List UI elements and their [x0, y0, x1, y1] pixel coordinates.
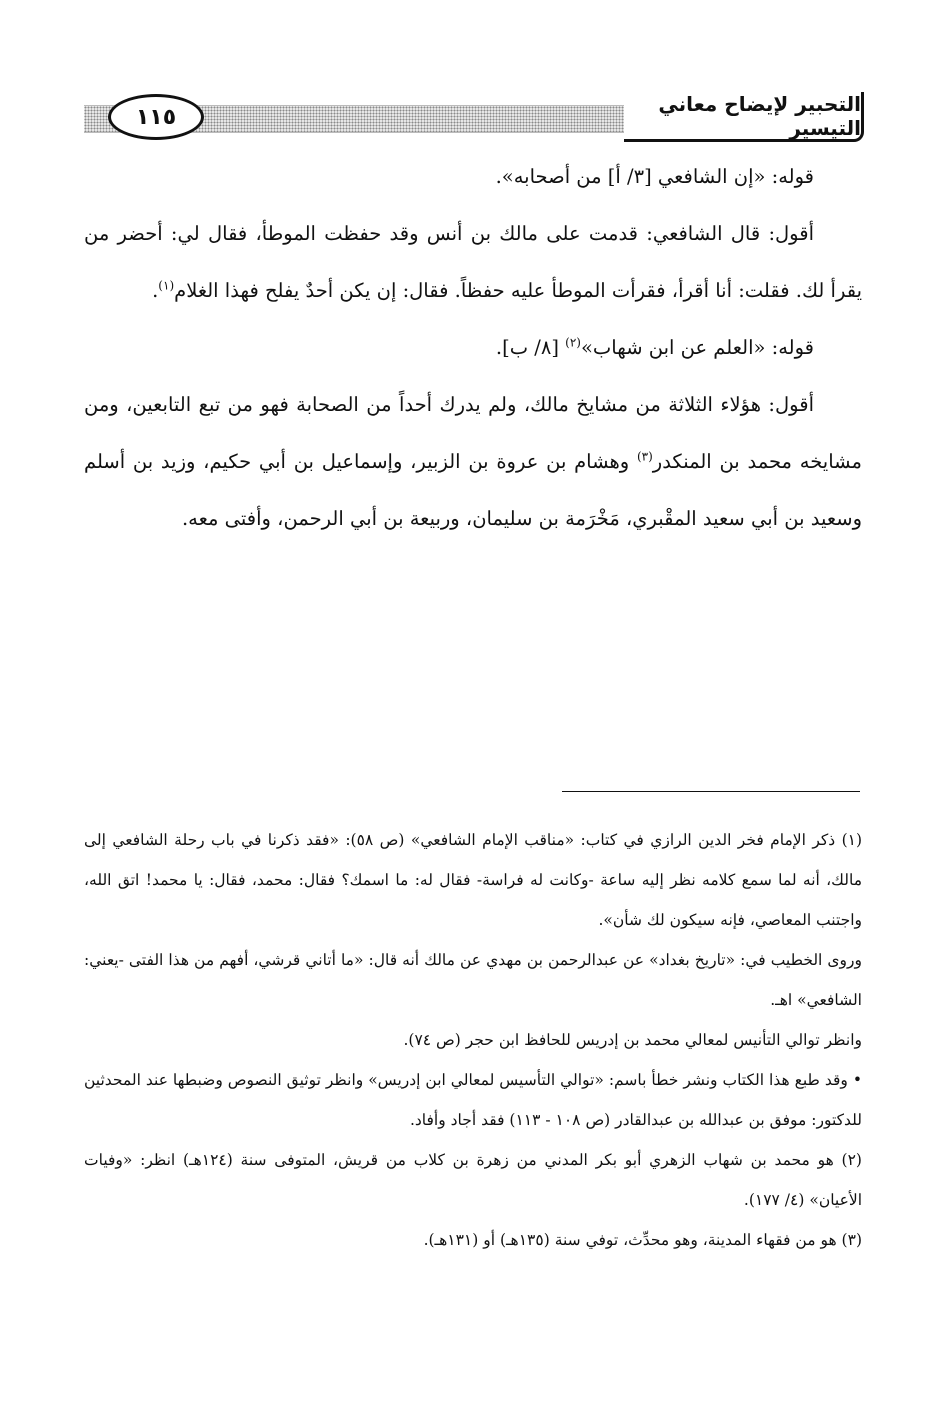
paragraph-comment-1 — [84, 205, 862, 319]
footnote-ref-2: (٢) — [565, 335, 581, 350]
page-number — [108, 94, 204, 140]
footnote-separator — [562, 791, 860, 792]
paragraph-comment-2-end: وهشام بن عروة بن الزبير، وإسماعيل بن أبي حكيم، وزيد بن أسلم وسعيد بن أبي سعيد المقْبري، مَخْرَمة بن سليمان، وربيعة بن أبي الرحمن، وأفتى معه. — [84, 450, 862, 530]
footnotes-section — [84, 820, 862, 1260]
footnote-1-note: • وقد طبع هذا الكتاب ونشر خطأ باسم: «توالي التأسيس لمعالي ابن إدريس» وانظر توثيق النصوص وضبطها عند المحدثين للدكتور: موفق بن عبدالله بن عبدالقادر (ص ١٠٨ - ١١٣) فقد أجاد وأفاد. — [84, 1071, 862, 1129]
footnote-1-continued: وروى الخطيب في: «تاريخ بغداد» عن عبدالرحمن بن مهدي عن مالك أنه قال: «ما أتاني قرشي، أفهم من هذا الفتى -يعني: الشافعي» اهـ. — [84, 951, 862, 1009]
paragraph-quote-2-end: [٨/ ب]. — [495, 336, 566, 359]
footnote-1-reference: وانظر توالي التأنيس لمعالي محمد بن إدريس للحافظ ابن حجر (ص ٧٤). — [403, 1031, 862, 1049]
page-number-text: ١١٥ — [135, 104, 177, 130]
main-text-body — [84, 148, 862, 547]
paragraph-quote-1 — [84, 148, 862, 205]
running-header — [84, 92, 864, 150]
paragraph-quote-2-text: قوله: «العلم عن ابن شهاب» — [580, 336, 814, 359]
book-title: التحبير لإيضاح معاني التيسير — [658, 91, 861, 140]
footnote-1: (١) ذكر الإمام فخر الدين الرازي في كتاب: «مناقب الإمام الشافعي» (ص ٥٨): «فقد ذكرنا في باب رحلة الشافعي إلى مالك، أنه لما سمع كلامه نظر إليه ساعة -وكانت له فراسة- فقال له: ما اسمك؟ فقال: محمد، فقال: يا محمد! اتق الله، واجتنب المعاصي، فإنه سيكون لك شأن». — [84, 831, 863, 929]
paragraph-quote-1-text: قوله: «إن الشافعي [٣/ أ] من أصحابه». — [495, 165, 814, 188]
footnote-ref-1: (١) — [158, 278, 175, 293]
footnote-2: (٢) هو محمد بن شهاب الزهري أبو بكر المدني من زهرة بن كلاب من قريش، المتوفى سنة (١٢٤هـ) انظر: «وفيات الأعيان» (٤/ ١٧٧). — [84, 1151, 862, 1209]
paragraph-comment-1-text: أقول: قال الشافعي: قدمت على مالك بن أنس وقد حفظت الموطأ، فقال لي: أحضر من يقرأ لك. فقلت: أنا أقرأ، فقرأت الموطأ عليه حفظاً. فقال: إن يكن أحدٌ يفلح فهذا الغلام — [84, 222, 862, 302]
paragraph-comment-2 — [84, 376, 862, 547]
book-title-box — [624, 92, 864, 142]
footnote-3: (٣) هو من فقهاء المدينة، وهو محدِّث، توفي سنة (١٣٥هـ) أو (١٣١هـ). — [423, 1231, 862, 1249]
paragraph-comment-2-text: أقول: هؤلاء الثلاثة من مشايخ مالك، ولم يدرك أحداً من الصحابة فهو من تبع التابعين، ومن مشايخه محمد بن المنكدر — [84, 393, 862, 473]
footnote-ref-3: (٣) — [636, 449, 653, 464]
paragraph-comment-1-end: . — [152, 279, 159, 302]
paragraph-quote-2 — [84, 319, 862, 376]
